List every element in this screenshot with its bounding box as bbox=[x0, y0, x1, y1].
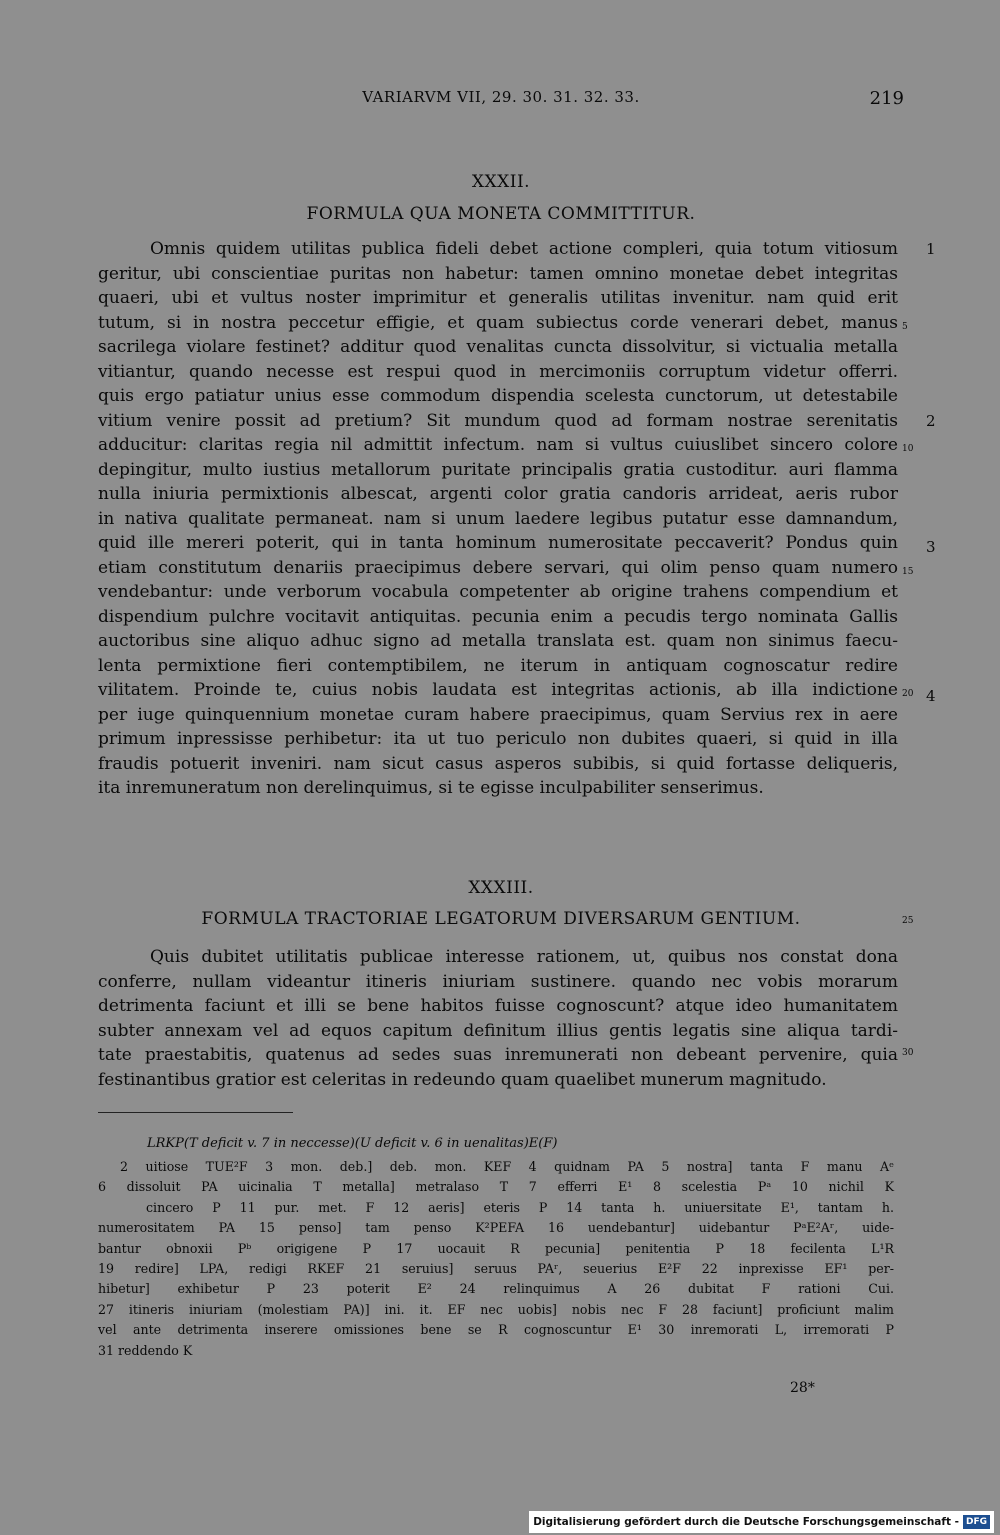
text-line: quis ergo patiatur unius esse commodum dispendia scelesta cunctorum, ut detestabile bbox=[98, 386, 898, 406]
text-line: depingitur, multo iustius metallorum puritate principalis gratia custoditur. auri flamma bbox=[98, 459, 898, 480]
section-number: XXXII. bbox=[471, 172, 531, 192]
footer-text: Digitalisierung gefördert durch die Deutsche Forschungsgemeinschaft - bbox=[533, 1516, 959, 1528]
apparatus-line: bantur obnoxii Pᵇ origigene P 17 uocauit R pecunia] penitentia P 18 fecilenta L¹R bbox=[98, 1240, 894, 1256]
text-line: adducitur: claritas regia nil admittit infectum. nam si vultus cuiuslibet sincero colore bbox=[98, 435, 898, 455]
text-line: Quis dubitet utilitatis publicae interesse rationem, ut, quibus nos constat dona bbox=[150, 947, 898, 967]
footnote-rule bbox=[98, 1112, 293, 1113]
section-body bbox=[98, 237, 898, 801]
page-number: 219 bbox=[869, 88, 904, 109]
text-line: in nativa qualitate permaneat. nam si unum laedere legibus putatur esse damnandum, bbox=[98, 508, 898, 529]
margin-section-number: 4 bbox=[926, 687, 936, 705]
margin-section-number: 3 bbox=[926, 538, 936, 556]
critical-apparatus bbox=[98, 1157, 894, 1361]
text-line: tutum, si in nostra peccetur effigie, et quam subiectus corde venerari debet, manus bbox=[98, 312, 898, 333]
text-line: dispendium pulchre vocitavit antiquitas. pecunia enim a pecudis tergo nominata Gallis bbox=[98, 606, 898, 627]
dfg-logo: DFG bbox=[963, 1515, 990, 1529]
margin-line-number: 25 bbox=[902, 916, 914, 926]
text-line: quaeri, ubi et vultus noster imprimitur et generalis utilitas invenitur. nam quid erit bbox=[98, 288, 898, 308]
text-line: auctoribus sine aliquo adhuc signo ad metalla translata est. quam non sinimus faecu- bbox=[98, 631, 898, 651]
text-line: vilitatem. Proinde te, cuius nobis laudata est integritas actionis, ab illa indictione bbox=[98, 680, 898, 700]
margin-line-number: 20 bbox=[902, 689, 914, 699]
margin-line-number: 10 bbox=[902, 444, 914, 454]
text-line: etiam constitutum denariis praecipimus debere servari, qui olim penso quam numero bbox=[98, 557, 898, 578]
apparatus-line: 27 itineris iniuriam (molestiam PA)] ini. it. EF nec uobis] nobis nec F 28 faciunt] proficiunt malim bbox=[98, 1301, 894, 1317]
apparatus-line: hibetur] exhibetur P 23 poterit E² 24 relinquimus A 26 dubitat F rationi Cui. bbox=[98, 1281, 894, 1297]
section-title: FORMULA QUA MONETA COMMITTITUR. bbox=[306, 204, 696, 224]
margin-section-number: 1 bbox=[926, 240, 936, 258]
signature-mark: 28* bbox=[790, 1380, 815, 1396]
text-line: Omnis quidem utilitas publica fideli debet actione compleri, quia totum vitiosum bbox=[150, 239, 898, 259]
text-line: primum inpressisse perhibetur: ita ut tuo periculo non dubites quaeri, si quid in illa bbox=[98, 729, 898, 749]
running-title: VARIARVM VII, 29. 30. 31. 32. 33. bbox=[362, 88, 640, 106]
section-body bbox=[98, 945, 898, 1092]
text-line: geritur, ubi conscientiae puritas non habetur: tamen omnino monetae debet integritas bbox=[98, 263, 898, 284]
margin-section-number: 2 bbox=[926, 412, 936, 430]
running-head bbox=[98, 88, 904, 112]
apparatus-line: numerositatem PA 15 penso] tam penso K²PEFA 16 uendebantur] uidebantur PᵃE²Aʳ, uide- bbox=[98, 1220, 894, 1236]
text-line: festinantibus gratior est celeritas in redeundo quam quaelibet munerum magnitudo. bbox=[98, 1069, 827, 1090]
text-line: vitiantur, quando necesse est respui quod in mercimoniis corruptum videtur offerri. bbox=[98, 361, 898, 382]
text-line: sacrilega violare festinet? additur quod venalitas cuncta dissolvitur, si victualia metalla bbox=[98, 337, 898, 357]
margin-line-number: 5 bbox=[902, 322, 908, 332]
apparatus-line: 6 dissoluit PA uicinalia T metalla] metralaso T 7 efferri E¹ 8 scelestia Pᵃ 10 nichil K bbox=[98, 1179, 894, 1195]
apparatus-line: 19 redire] LPA, redigi RKEF 21 seruius] seruus PAʳ, seuerius E²F 22 inprexisse EF¹ per- bbox=[98, 1260, 894, 1276]
text-line: detrimenta faciunt et illi se bene habitos fuisse cognoscunt? atque ideo humanitatem bbox=[98, 996, 898, 1016]
digitization-footer bbox=[529, 1511, 994, 1533]
margin-line-number: 30 bbox=[902, 1048, 914, 1058]
apparatus-line: 2 uitiose TUE²F 3 mon. deb.] deb. mon. KEF 4 quidnam PA 5 nostra] tanta F manu Aᵉ bbox=[120, 1159, 894, 1174]
text-line: tate praestabitis, quatenus ad sedes suas inremunerati non debeant pervenire, quia bbox=[98, 1045, 898, 1065]
text-line: nulla iniuria permixtionis albescat, argenti color gratia candoris arrideat, aeris rubor bbox=[98, 484, 898, 504]
text-line: fraudis potuerit inveniri. nam sicut casus asperos subibis, si quid fortasse deliqueris, bbox=[98, 753, 898, 774]
apparatus-line: 31 reddendo K bbox=[98, 1342, 193, 1358]
apparatus-line: cincero P 11 pur. met. F 12 aeris] eteris P 14 tanta h. uniuersitate E¹, tantam h. bbox=[146, 1199, 894, 1215]
section-title: FORMULA TRACTORIAE LEGATORUM DIVERSARUM GENTIUM. bbox=[201, 909, 801, 929]
text-line: subter annexam vel ad equos capitum definitum illius gentis legatis sine aliqua tardi- bbox=[98, 1020, 898, 1041]
text-line: lenta permixtione fieri contemptibilem, ne iterum in antiquam cognoscatur redire bbox=[98, 655, 898, 676]
manuscript-sigla: LRKP(T deficit v. 7 in neccesse)(U deficit v. 6 in uenalitas)E(F) bbox=[147, 1136, 558, 1151]
text-line: per iuge quinquennium monetae curam habere praecipimus, quam Servius rex in aere bbox=[98, 704, 898, 725]
text-line: quid ille mereri poterit, qui in tanta hominum numerositate peccaverit? Pondus quin bbox=[98, 533, 898, 553]
text-line: vitium venire possit ad pretium? Sit mundum quod ad formam nostrae serenitatis bbox=[98, 410, 898, 431]
text-line: vendebantur: unde verborum vocabula competenter ab origine trahens compendium et bbox=[98, 582, 898, 602]
apparatus-line: vel ante detrimenta inserere omissiones bene se R cognoscuntur E¹ 30 inremorati L, irremorati P bbox=[98, 1322, 894, 1338]
text-line: ita inremuneratum non derelinquimus, si te egisse inculpabiliter senserimus. bbox=[98, 778, 764, 798]
text-line: conferre, nullam videantur itineris iniuriam sustinere. quando nec vobis morarum bbox=[98, 971, 898, 992]
section-number: XXXIII. bbox=[468, 878, 534, 898]
margin-line-number: 15 bbox=[902, 567, 914, 577]
